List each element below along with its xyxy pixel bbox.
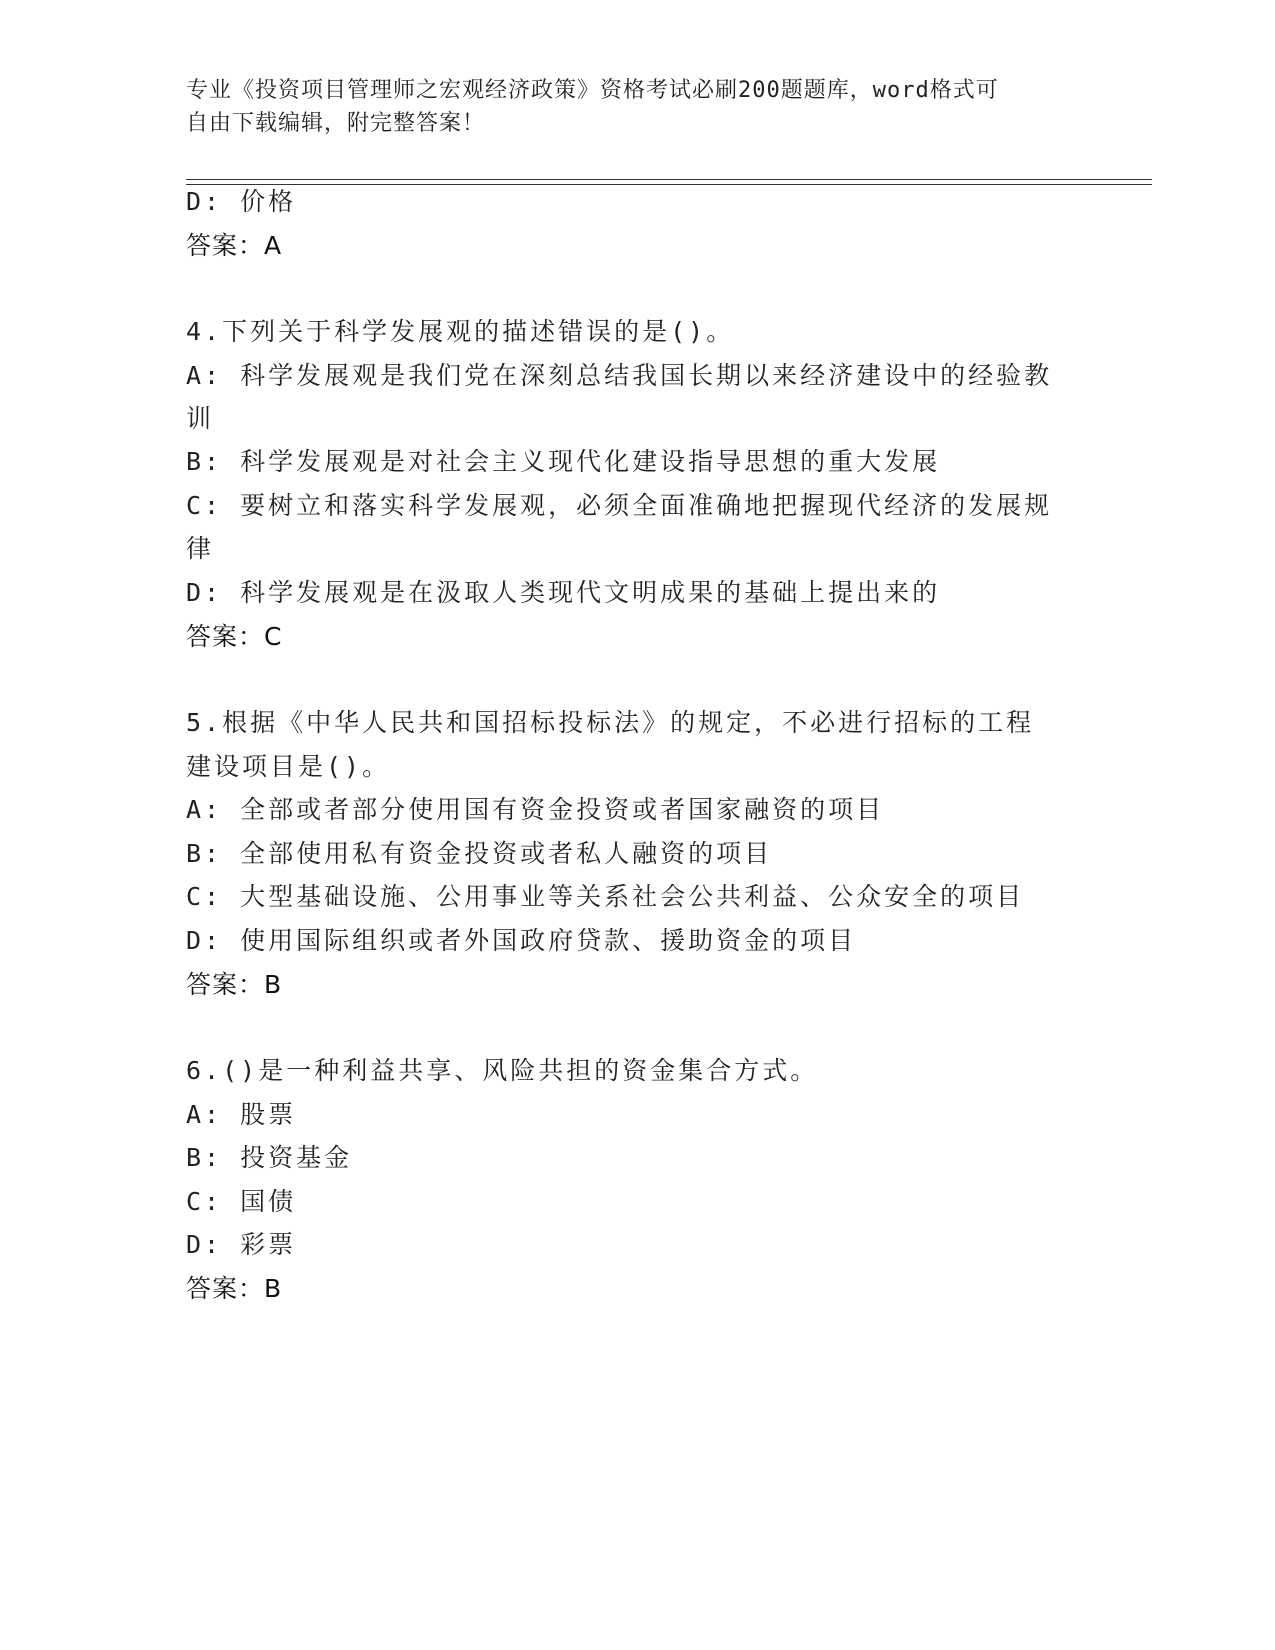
prev-option-d: D: 价格 (186, 187, 297, 216)
q4-option-a-line2: 训 (186, 404, 215, 433)
q4-option-b: B: 科学发展观是对社会主义现代化建设指导思想的重大发展 (186, 447, 941, 476)
q4-option-c-line2: 律 (186, 534, 215, 563)
q6-option-d: D: 彩票 (186, 1230, 297, 1259)
q5-stem-line1: 5.根据《中华人民共和国招标投标法》的规定，不必进行招标的工程 (186, 708, 1035, 737)
q6-option-b: B: 投资基金 (186, 1143, 353, 1172)
q6-option-a: A: 股票 (186, 1100, 297, 1129)
q6-answer: 答案：B (186, 1274, 283, 1303)
prev-answer: 答案：A (186, 231, 283, 260)
q6-option-c: C: 国债 (186, 1187, 297, 1216)
q4-option-d: D: 科学发展观是在汲取人类现代文明成果的基础上提出来的 (186, 578, 941, 607)
header-line-1: 专业《投资项目管理师之宏观经济政策》资格考试必刷200题题库，word格式可 (186, 78, 999, 103)
q4-answer: 答案：C (186, 622, 283, 651)
q5-option-c: C: 大型基础设施、公用事业等关系社会公共利益、公众安全的项目 (186, 882, 1025, 911)
q4-stem: 4.下列关于科学发展观的描述错误的是()。 (186, 317, 735, 346)
q5-stem-line2: 建设项目是()。 (186, 752, 391, 781)
q4-option-c-line1: C: 要树立和落实科学发展观，必须全面准确地把握现代经济的发展规 (186, 491, 1053, 520)
q5-option-a: A: 全部或者部分使用国有资金投资或者国家融资的项目 (186, 795, 885, 824)
q6-stem: 6.()是一种利益共享、风险共担的资金集合方式。 (186, 1056, 819, 1085)
header-divider-bottom (186, 184, 1152, 185)
header-line-2: 自由下载编辑，附完整答案！ (186, 111, 486, 136)
q4-option-a-line1: A: 科学发展观是我们党在深刻总结我国长期以来经济建设中的经验教 (186, 361, 1053, 390)
document-header (186, 74, 1066, 140)
q5-option-d: D: 使用国际组织或者外国政府贷款、援助资金的项目 (186, 926, 857, 955)
header-divider-top (186, 179, 1152, 180)
q5-option-b: B: 全部使用私有资金投资或者私人融资的项目 (186, 839, 773, 868)
q5-answer: 答案：B (186, 970, 283, 999)
